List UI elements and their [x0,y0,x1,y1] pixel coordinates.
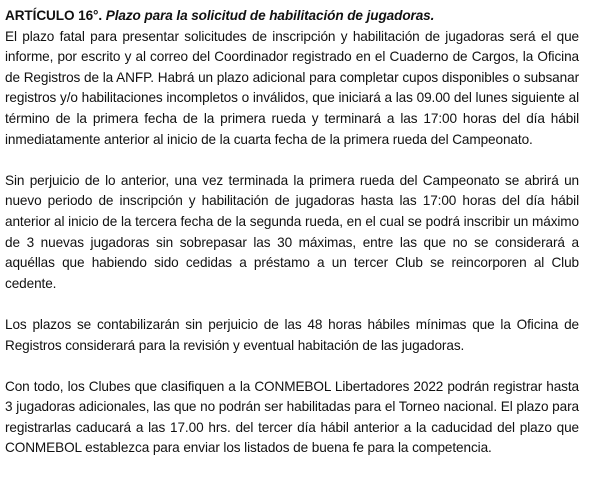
article-text-3: Los plazos se contabilizarán sin perjuicio de las 48 horas hábiles mínimas que la Oficina de Registros considerará para la revisión y eventual habitación de las jugadoras. [5,316,579,353]
article-title: Plazo para la solicitud de habilitación de jugadoras. [105,8,435,23]
article-paragraph-2 [5,171,579,295]
article-number: ARTÍCULO 16°. [5,8,103,23]
article-paragraph-3 [5,315,579,356]
article-paragraph-4 [5,377,579,459]
article-text-1: El plazo fatal para presentar solicitudes de inscripción y habilitación de jugadoras será el que informe, por escrito y al correo del Coordinador registrado en el Cuaderno de Cargos, la Oficina de Registros de la ANFP. Habrá un plazo adicional para completar cupos disponibles o subsanar registros y/o habilitaciones incompletos o inválidos, que iniciará a las 09.00 del lunes siguiente al término de la primera fecha de la primera rueda y terminará a las 17:00 horas del día hábil inmediatamente anterior al inicio de la cuarta fecha de la primera rueda del Campeonato. [5,28,579,147]
document-body [5,6,579,459]
article-text-2: Sin perjuicio de lo anterior, una vez terminada la primera rueda del Campeonato se abrirá un nuevo periodo de inscripción y habilitación de jugadoras hasta las 17:00 horas del día hábil anterior al inicio de la tercera fecha de la segunda rueda, en el cual se podrá inscribir un máximo de 3 nuevas jugadoras sin sobrepasar las 30 máximas, entre las que no se considerará a aquéllas que habiendo sido cedidas a préstamo a un tercer Club se reincorporen al Club cedente. [5,172,579,291]
article-text-4: Con todo, los Clubes que clasifiquen a la CONMEBOL Libertadores 2022 podrán registrar hasta 3 jugadoras adicionales, las que no podrán ser habilitadas para el Torneo nacional. El plazo para registrarlas caducará a las 17.00 hrs. del tercer día hábil anterior a la caducidad del plazo que CONMEBOL establezca para enviar los listados de buena fe para la competencia. [5,378,579,456]
article-paragraph-1 [5,6,579,150]
